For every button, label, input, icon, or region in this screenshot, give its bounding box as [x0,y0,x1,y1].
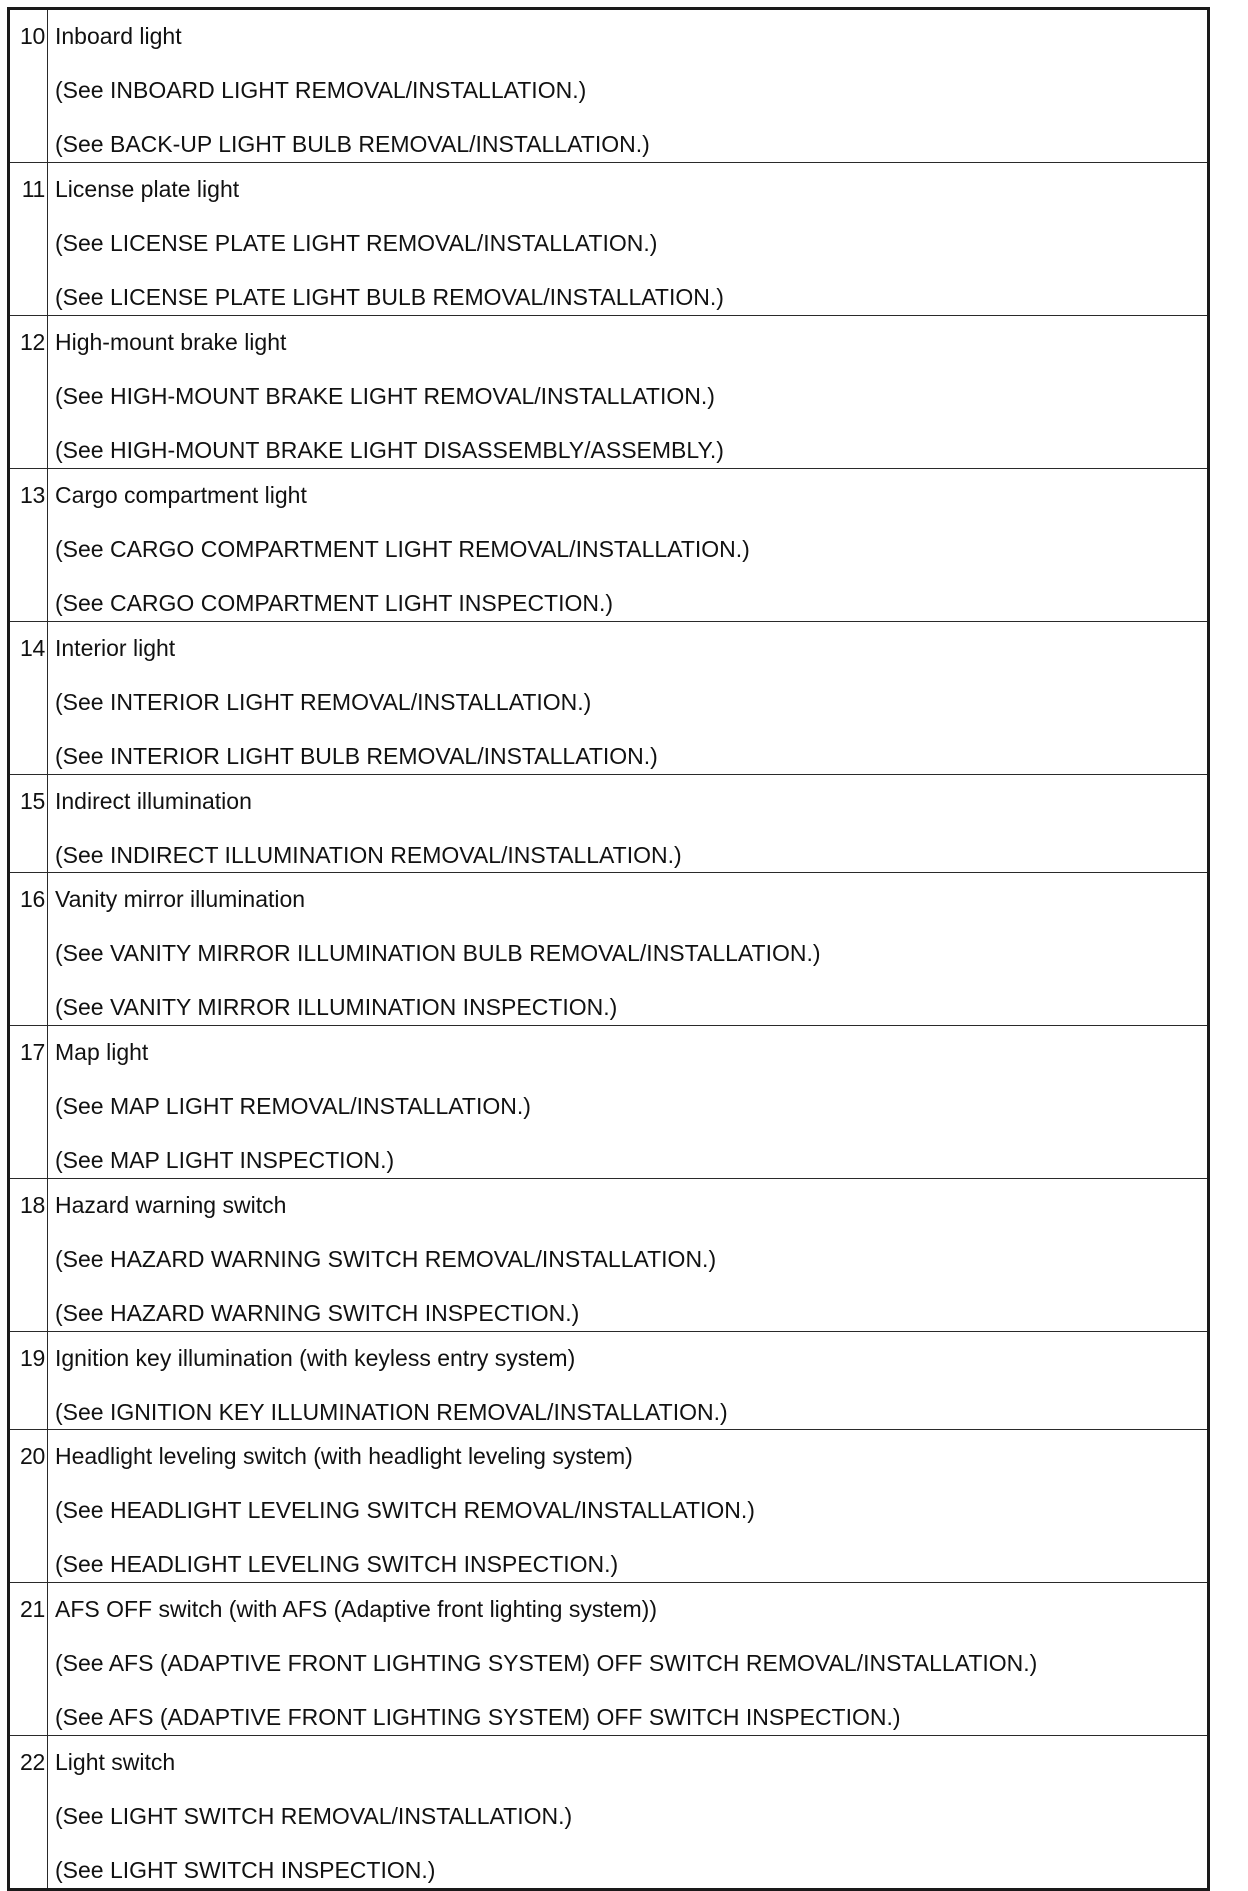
reference-link[interactable]: (See HAZARD WARNING SWITCH REMOVAL/INSTALLATION.) [55,1246,717,1272]
item-number: 20 [9,1430,48,1583]
reference-link[interactable]: (See CARGO COMPARTMENT LIGHT INSPECTION.) [55,590,614,616]
item-description [48,9,1209,163]
component-reference-table [7,7,1210,1891]
item-description [48,1583,1209,1736]
reference-link[interactable]: (See MAP LIGHT REMOVAL/INSTALLATION.) [55,1093,531,1119]
item-number: 15 [9,775,48,873]
reference-link[interactable]: (See AFS (ADAPTIVE FRONT LIGHTING SYSTEM) OFF SWITCH REMOVAL/INSTALLATION.) [55,1650,1038,1676]
item-number: 18 [9,1179,48,1332]
item-title: Inboard light [55,23,182,49]
item-description [48,622,1209,775]
item-number: 17 [9,1026,48,1179]
item-number: 21 [9,1583,48,1736]
reference-link[interactable]: (See LICENSE PLATE LIGHT BULB REMOVAL/INSTALLATION.) [55,284,724,310]
table-body [9,9,1209,1890]
table-row [9,622,1209,775]
item-description [48,469,1209,622]
reference-link[interactable]: (See VANITY MIRROR ILLUMINATION BULB REMOVAL/INSTALLATION.) [55,940,821,966]
table-row [9,1736,1209,1890]
item-title: Interior light [55,635,176,661]
reference-link[interactable]: (See IGNITION KEY ILLUMINATION REMOVAL/INSTALLATION.) [55,1399,728,1425]
table-row [9,469,1209,622]
reference-link[interactable]: (See INTERIOR LIGHT BULB REMOVAL/INSTALLATION.) [55,743,658,769]
item-number: 10 [9,9,48,163]
reference-link[interactable]: (See HIGH-MOUNT BRAKE LIGHT REMOVAL/INSTALLATION.) [55,383,715,409]
reference-link[interactable]: (See VANITY MIRROR ILLUMINATION INSPECTION.) [55,994,618,1020]
item-number: 19 [9,1332,48,1430]
table-row [9,9,1209,163]
item-title: Map light [55,1039,149,1065]
table-row [9,316,1209,469]
table-row [9,1583,1209,1736]
item-number: 12 [9,316,48,469]
item-description [48,1332,1209,1430]
reference-link[interactable]: (See CARGO COMPARTMENT LIGHT REMOVAL/INSTALLATION.) [55,536,750,562]
item-title: Vanity mirror illumination [55,886,306,912]
item-title: High-mount brake light [55,329,287,355]
item-title: Indirect illumination [55,788,252,814]
item-description [48,873,1209,1026]
table-row [9,1179,1209,1332]
table-row [9,1332,1209,1430]
reference-link[interactable]: (See HIGH-MOUNT BRAKE LIGHT DISASSEMBLY/ASSEMBLY.) [55,437,724,463]
reference-link[interactable]: (See HAZARD WARNING SWITCH INSPECTION.) [55,1300,580,1326]
reference-link[interactable]: (See HEADLIGHT LEVELING SWITCH INSPECTION.) [55,1551,619,1577]
reference-link[interactable]: (See LIGHT SWITCH REMOVAL/INSTALLATION.) [55,1803,573,1829]
item-title: License plate light [55,176,240,202]
item-description [48,1430,1209,1583]
reference-link[interactable]: (See LICENSE PLATE LIGHT REMOVAL/INSTALLATION.) [55,230,658,256]
item-description [48,316,1209,469]
item-description [48,1736,1209,1890]
item-title: AFS OFF switch (with AFS (Adaptive front lighting system)) [55,1596,657,1622]
reference-link[interactable]: (See MAP LIGHT INSPECTION.) [55,1147,395,1173]
item-title: Cargo compartment light [55,482,307,508]
table-row [9,163,1209,316]
item-description [48,775,1209,873]
reference-link[interactable]: (See HEADLIGHT LEVELING SWITCH REMOVAL/INSTALLATION.) [55,1497,755,1523]
table-row [9,775,1209,873]
item-number: 14 [9,622,48,775]
reference-link[interactable]: (See LIGHT SWITCH INSPECTION.) [55,1857,436,1883]
reference-link[interactable]: (See INBOARD LIGHT REMOVAL/INSTALLATION.) [55,77,587,103]
item-number: 22 [9,1736,48,1890]
table-row [9,873,1209,1026]
reference-link[interactable]: (See INTERIOR LIGHT REMOVAL/INSTALLATION.) [55,689,592,715]
item-description [48,1179,1209,1332]
item-description [48,1026,1209,1179]
table-row [9,1430,1209,1583]
reference-link[interactable]: (See AFS (ADAPTIVE FRONT LIGHTING SYSTEM) OFF SWITCH INSPECTION.) [55,1704,901,1730]
item-title: Headlight leveling switch (with headlight leveling system) [55,1443,633,1469]
item-description [48,163,1209,316]
table-row [9,1026,1209,1179]
item-number: 11 [9,163,48,316]
reference-link[interactable]: (See BACK-UP LIGHT BULB REMOVAL/INSTALLATION.) [55,131,650,157]
reference-link[interactable]: (See INDIRECT ILLUMINATION REMOVAL/INSTALLATION.) [55,842,682,868]
item-title: Ignition key illumination (with keyless entry system) [55,1345,576,1371]
item-number: 13 [9,469,48,622]
item-title: Hazard warning switch [55,1192,287,1218]
item-number: 16 [9,873,48,1026]
item-title: Light switch [55,1749,176,1775]
